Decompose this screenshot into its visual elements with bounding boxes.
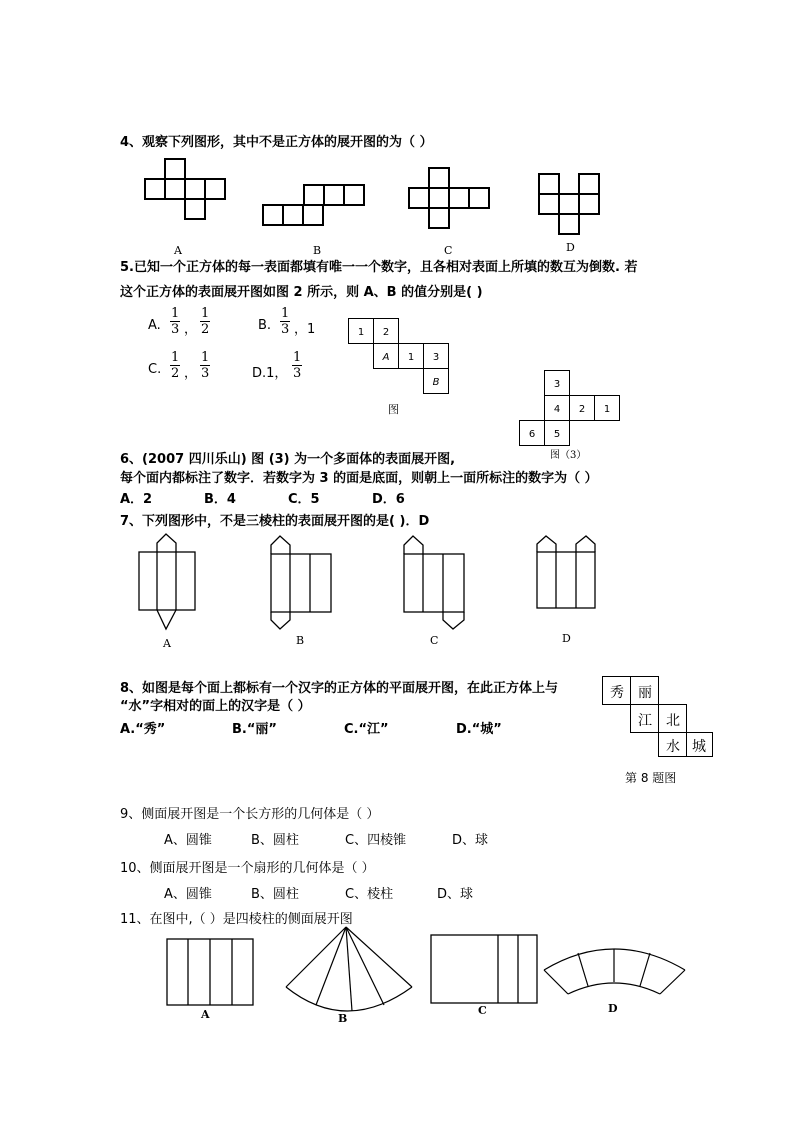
q10-option-d: D、球: [437, 887, 474, 902]
q7-label-d: D: [562, 632, 571, 645]
q11-figure-b: [284, 925, 414, 1025]
q5-option-b: B.: [258, 318, 272, 333]
q6-net-face-6: 6: [528, 429, 536, 440]
q8-caption: 第 8 题图: [625, 771, 677, 785]
q5-option-a-fraction-1: $\frac{1}{3}$: [171, 306, 180, 337]
q8-option-c: C.“江”: [344, 722, 389, 737]
q8-stem-line2: “水”字相对的面上的汉字是（ ）: [120, 699, 311, 714]
q8-option-d: D.“城”: [456, 722, 502, 737]
q5-net: [348, 318, 458, 403]
q8-net-cell-bei: 北: [666, 713, 680, 729]
q7-label-c: C: [430, 634, 439, 647]
q11-figure-d: [542, 936, 687, 1001]
q5-option-c-sep: ，: [184, 366, 198, 381]
q4-label-c: C: [444, 244, 453, 257]
q6-net-face-3: 3: [553, 379, 561, 390]
q7-figure-c: [401, 534, 471, 634]
q6-net-face-5: 5: [553, 429, 561, 440]
q11-label-b: B: [338, 1012, 348, 1025]
q10-stem: 10、侧面展开图是一个扇形的几何体是（ ）: [120, 861, 375, 876]
q5-option-b-tail: ，1: [294, 322, 316, 337]
q9-option-a: A、圆锥: [164, 833, 212, 848]
q6-option-a: A．2: [120, 492, 153, 507]
q6-net-face-4: 4: [553, 404, 561, 415]
q9-option-b: B、圆柱: [251, 833, 299, 848]
q8-net-cell-shui: 水: [666, 739, 680, 755]
q10-option-b: B、圆柱: [251, 887, 299, 902]
q5-option-c-fraction-1: $\frac{1}{2}$: [171, 350, 180, 381]
q6-caption: 图（3）: [550, 450, 587, 461]
q7-figure-d: [534, 534, 604, 614]
q5-option-a-sep: ，: [184, 322, 198, 337]
q5-stem-line1: 5.已知一个正方体的每一表面都填有唯一一个数字，且各相对表面上所填的数互为倒数. 若: [120, 260, 638, 275]
q8-option-a: A.“秀”: [120, 722, 166, 737]
q5-option-c-fraction-2: $\frac{1}{3}$: [201, 350, 210, 381]
q11-label-d: D: [608, 1002, 618, 1015]
q8-stem-line1: 8、如图是每个面上都标有一个汉字的正方体的平面展开图，在此正方体上与: [120, 681, 559, 696]
q6-option-b: B．4: [204, 492, 236, 507]
q9-option-d: D、球: [452, 833, 489, 848]
q5-option-a: A.: [148, 318, 161, 333]
q4-figure-b: [262, 184, 372, 229]
q4-label-b: B: [313, 244, 322, 257]
q7-figure-a: [136, 532, 206, 632]
q4-figure-c: [408, 167, 498, 232]
q4-figure-a: [144, 158, 234, 220]
q10-option-c: C、棱柱: [345, 887, 394, 902]
q5-net-cell-1: 1: [357, 327, 365, 338]
q7-figure-b: [268, 534, 338, 634]
q9-stem: 9、侧面展开图是一个长方形的几何体是（ ）: [120, 807, 380, 822]
q8-net-cell-jiang: 江: [638, 713, 652, 729]
q5-option-b-fraction: $\frac{1}{3}$: [281, 306, 290, 337]
q8-net-cell-cheng: 城: [692, 739, 706, 755]
q9-option-c: C、四棱锥: [345, 833, 407, 848]
q11-stem: 11、在图中,（ ）是四棱柱的侧面展开图: [120, 912, 353, 927]
q6-net-face-1: 1: [603, 404, 611, 415]
q6-option-d: D．6: [372, 492, 405, 507]
q6-stem-line2: 每个面内都标注了数字．若数字为 3 的面是底面，则朝上一面所标注的数字为（ ）: [120, 471, 598, 486]
q11-figure-a: [166, 938, 256, 1008]
q6-stem-line1: 6、(2007 四川乐山) 图 (3) 为一个多面体的表面展开图,: [120, 452, 456, 467]
q4-label-a: A: [174, 244, 182, 257]
q7-label-a: A: [163, 637, 171, 650]
q6-option-c: C．5: [288, 492, 320, 507]
q5-net-cell-3: 1: [407, 352, 415, 363]
q8-net-cell-li: 丽: [638, 685, 652, 701]
q6-net-face-2: 2: [578, 404, 586, 415]
q11-label-c: C: [478, 1004, 487, 1017]
q7-label-b: B: [296, 634, 305, 647]
q5-option-a-fraction-2: $\frac{1}{2}$: [201, 306, 210, 337]
q5-net-cell-a: A: [382, 352, 390, 363]
q8-net-cell-xiu: 秀: [610, 685, 624, 701]
q5-stem-line2: 这个正方体的表面展开图如图 2 所示，则 A、B 的值分别是( ): [120, 285, 483, 300]
q5-net-cell-2: 2: [382, 327, 390, 338]
q10-option-a: A、圆锥: [164, 887, 212, 902]
q5-option-c: C.: [148, 362, 162, 377]
q6-net: [518, 370, 628, 450]
q5-net-caption: 图: [388, 403, 399, 416]
q11-label-a: A: [201, 1008, 210, 1021]
q5-net-cell-b: B: [432, 377, 440, 388]
q4-figure-d: [538, 173, 608, 238]
q11-figure-c: [430, 934, 540, 1006]
q8-option-b: B.“丽”: [232, 722, 277, 737]
q5-option-d-fraction: $\frac{1}{3}$: [293, 350, 302, 381]
q4-label-d: D: [566, 241, 575, 254]
q4-stem: 4、观察下列图形，其中不是正方体的展开图的为（ ）: [120, 135, 433, 150]
q5-option-d: D.1，: [252, 366, 288, 381]
q7-stem: 7、下列图形中，不是三棱柱的表面展开图的是( )．D: [120, 514, 430, 529]
q5-net-cell-4: 3: [432, 352, 440, 363]
